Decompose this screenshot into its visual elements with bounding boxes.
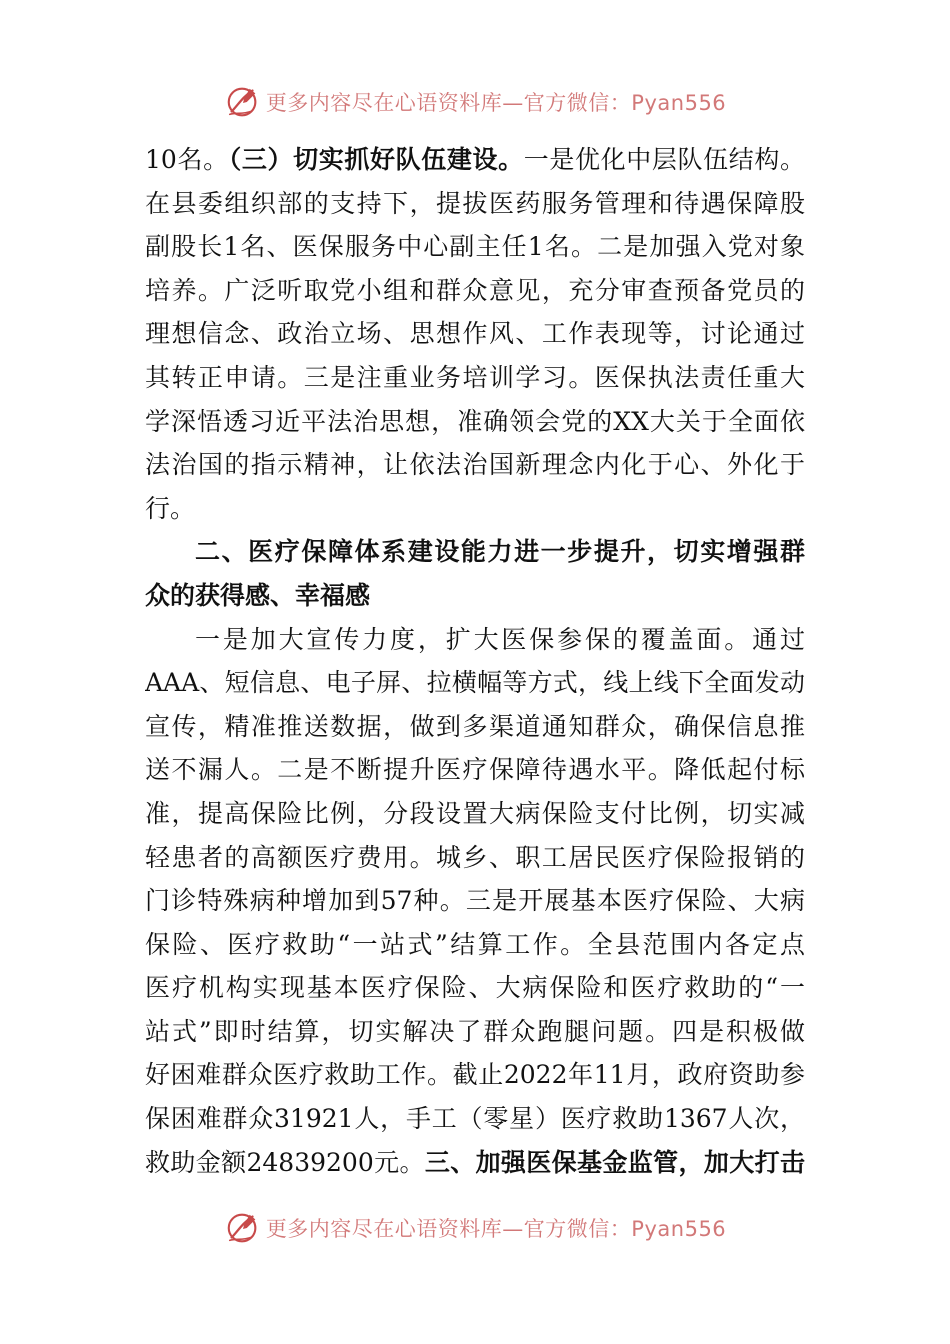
text-segment: 法治国的指示精神，让依法治国新理念内化于心、外化于 — [145, 450, 805, 480]
text-line — [145, 792, 805, 836]
text-line — [145, 966, 805, 1010]
text-segment: AAA、短信息、电子屏、拉横幅等方式，线上线下全面发动 — [145, 668, 805, 698]
bold-heading-segment: 众的获得感、幸福感 — [145, 580, 371, 610]
pen-signature-logo-icon — [224, 1209, 262, 1247]
header-watermark-text: 更多内容尽在心语资料库—官方微信：Pyan556 — [265, 91, 727, 115]
text-line — [145, 1141, 805, 1185]
text-line — [145, 400, 805, 444]
pen-signature-logo-icon — [224, 83, 262, 121]
header-watermark-banner — [0, 82, 950, 122]
document-body — [145, 138, 805, 1184]
text-segment: 准，提高保险比例，分段设置大病保险支付比例，切实减 — [145, 798, 805, 828]
text-line — [145, 879, 805, 923]
text-line — [145, 269, 805, 313]
text-line — [145, 1010, 805, 1054]
text-segment: 救助金额24839200元。 — [145, 1147, 425, 1177]
text-line — [145, 748, 805, 792]
text-line — [145, 574, 805, 618]
text-line — [145, 182, 805, 226]
text-segment: 保险、医疗救助“一站式”结算工作。全县范围内各定点 — [145, 929, 805, 959]
text-line — [145, 1053, 805, 1097]
bold-heading-segment: 三、加强医保基金监管，加大打击 — [424, 1147, 805, 1177]
text-line — [145, 138, 805, 182]
text-segment: 培养。广泛听取党小组和群众意见，充分审查预备党员的 — [145, 275, 805, 305]
text-segment: 其转正申请。三是注重业务培训学习。医保执法责任重大 — [145, 362, 805, 392]
text-line — [145, 1097, 805, 1141]
text-line — [145, 225, 805, 269]
text-segment: 一是加大宣传力度，扩大医保参保的覆盖面。通过 — [195, 624, 805, 654]
text-segment: 轻患者的高额医疗费用。城乡、职工居民医疗保险报销的 — [145, 842, 805, 872]
text-segment: 保困难群众31921人，手工（零星）医疗救助1367人次， — [145, 1104, 805, 1134]
text-line — [145, 705, 805, 749]
text-line — [145, 356, 805, 400]
text-segment: 副股长1名、医保服务中心副主任1名。二是加强入党对象 — [145, 232, 805, 262]
text-line — [145, 443, 805, 487]
text-line — [145, 530, 805, 574]
text-segment: 在县委组织部的支持下，提拔医药服务管理和待遇保障股 — [145, 188, 805, 218]
text-line — [145, 618, 805, 662]
text-segment: 门诊特殊病种增加到57种。三是开展基本医疗保险、大病 — [145, 886, 805, 916]
text-segment: 医疗机构实现基本医疗保险、大病保险和医疗救助的“一 — [145, 973, 805, 1003]
footer-watermark-banner — [0, 1208, 950, 1248]
text-segment: 宣传，精准推送数据，做到多渠道通知群众，确保信息推 — [145, 711, 805, 741]
bold-heading-segment: 二、医疗保障体系建设能力进一步提升，切实增强群 — [195, 537, 805, 567]
text-segment: 学深悟透习近平法治思想，准确领会党的XX大关于全面依 — [145, 406, 805, 436]
text-segment: 站式”即时结算，切实解决了群众跑腿问题。四是积极做 — [145, 1016, 805, 1046]
footer-watermark-text: 更多内容尽在心语资料库—官方微信：Pyan556 — [265, 1217, 727, 1241]
text-segment: 一是优化中层队伍结构。 — [523, 145, 805, 174]
text-segment: 行。 — [145, 493, 196, 523]
text-segment: 送不漏人。二是不断提升医疗保障待遇水平。降低起付标 — [145, 755, 805, 785]
bold-heading-segment: （三）切实抓好队伍建设。 — [228, 145, 524, 174]
text-line — [145, 836, 805, 880]
text-line — [145, 312, 805, 356]
text-line — [145, 661, 805, 705]
text-segment: 理想信念、政治立场、思想作风、工作表现等，讨论通过 — [145, 319, 805, 349]
text-segment: 10名。 — [145, 145, 229, 174]
text-segment: 好困难群众医疗救助工作。截止2022年11月，政府资助参 — [145, 1060, 805, 1090]
text-line — [145, 923, 805, 967]
text-line — [145, 487, 805, 531]
